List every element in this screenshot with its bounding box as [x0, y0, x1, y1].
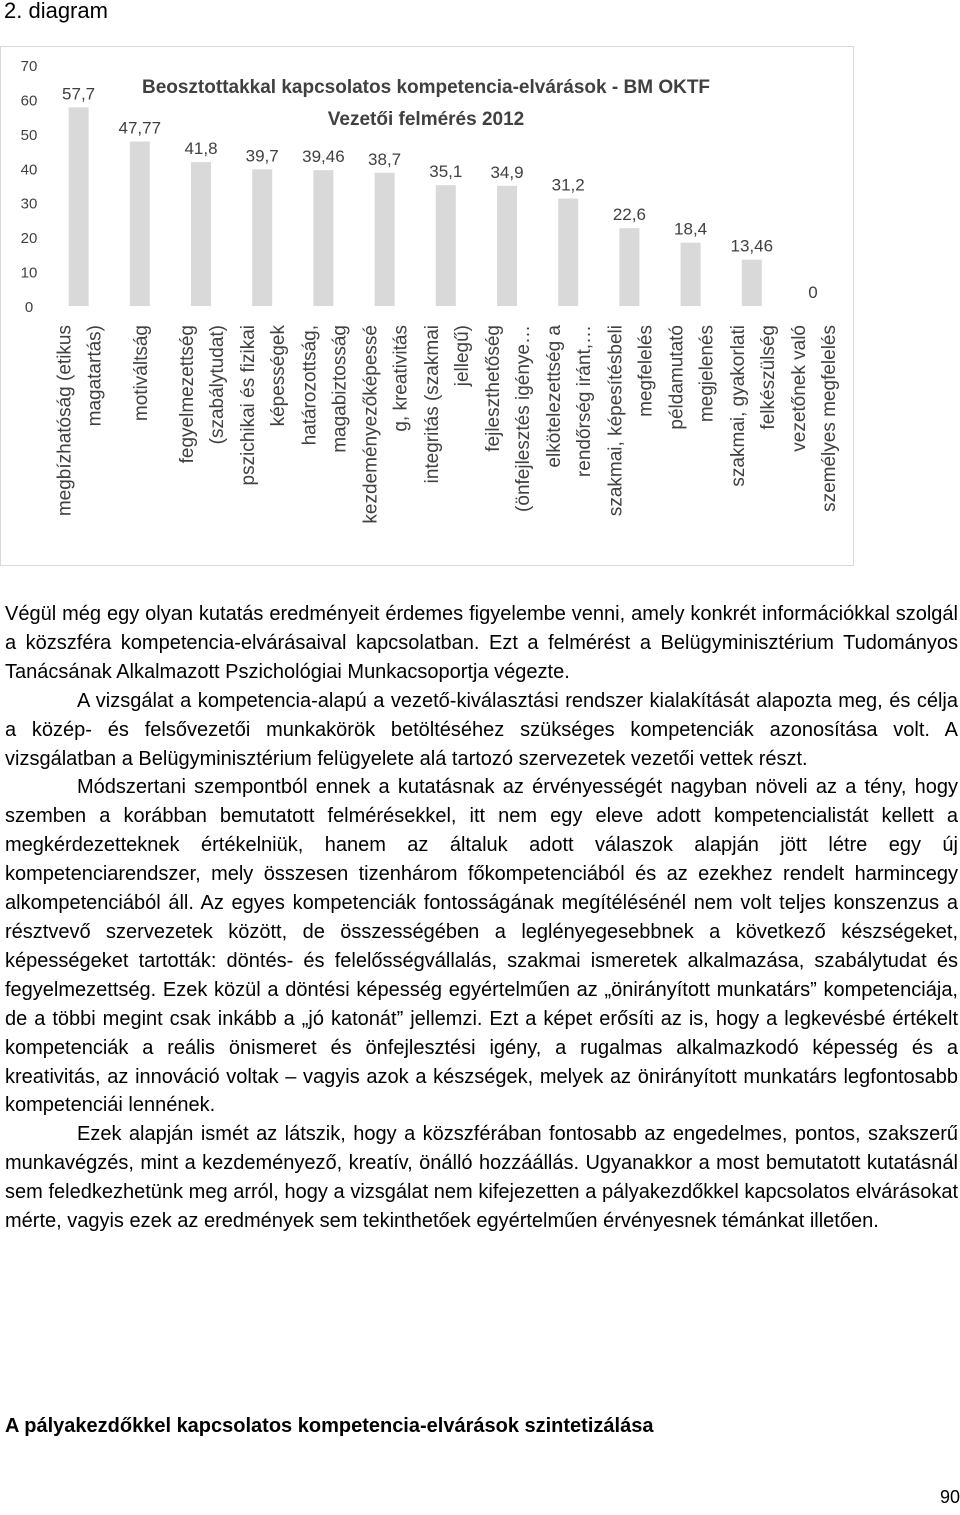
x-tick-label-line: megjelenés — [696, 325, 718, 423]
bar-chart — [0, 46, 854, 566]
x-tick-label-line: határozottság, — [299, 325, 321, 446]
x-tick-label-line: személyes megfelelés — [819, 325, 840, 512]
data-label: 39,46 — [302, 147, 345, 167]
chart-title: Beosztottakkal kapcsolatos kompetencia-elvárások - BM OKTF — [141, 77, 711, 98]
x-tick-label — [483, 325, 534, 512]
paragraph-1: Végül még egy olyan kutatás eredményeit érdemes figyelembe venni, amely konkrét információkkal szolgál a közszféra kompetencia-elvárásaival kapcsolatban. Ezt a felmérést a Belügyminisztérium Tudományos Tanácsának Alkalmazott Pszichológiai Munkacsoportja végezte. — [5, 603, 958, 683]
x-tick-label — [605, 325, 656, 516]
chart-subtitle: Vezetői felmérés 2012 — [327, 109, 525, 130]
x-tick-label-line: felkészülség — [757, 325, 779, 430]
data-label: 35,1 — [429, 162, 463, 182]
x-tick-label-line: elkötelezettség a — [544, 325, 566, 468]
y-tick-label: 20 — [20, 230, 38, 248]
x-tick-label-line: fegyelmezettség — [177, 325, 198, 464]
data-label: 41,8 — [184, 139, 218, 159]
bar — [69, 107, 89, 306]
bar — [497, 186, 517, 306]
x-tick-label — [667, 325, 718, 430]
y-tick-label: 70 — [20, 58, 38, 75]
bar — [742, 260, 762, 306]
x-tick-label-line: magabiztosság — [329, 325, 351, 453]
chart-svg — [1, 47, 853, 565]
bar — [375, 173, 395, 306]
x-tick-label-line: jellegű) — [451, 325, 473, 387]
bar — [681, 243, 701, 306]
category-labels-group — [55, 325, 840, 524]
figure-caption: 2. diagram — [4, 0, 108, 23]
x-tick-label-line: motiváltság — [130, 325, 152, 422]
paragraph-3: Módszertani szempontból ennek a kutatásnak az érvényességét nagyban növeli az a tény, hogy szemben a korábban bemutatott felmérésekkel, itt nem egy eleve adott kompetencialistát kellett a megkérdezetteknek értékelniük, hanem az általuk adott válaszok alapján jött létre egy új kompetenciarendszer, mely összesen tizenhárom főkompetenciából és az ezekhez rendelt harmincegy alkompetenciából áll. Az egyes kompetenciák fontosságának megítélésénél nem volt teljes konszenzus a résztvevő szervezetek között, de összességében a leglényegesebbnek a következő készségeket, képességeket tartották: döntés- és felelősségvállalás, szakmai ismeretek alkalmazása, szabálytudat és fegyelmezettség. Ezek közül a döntési képesség egyértelműen az „önirányított munkatárs” kompetenciája, de a többi megint csak inkább a „jó katonát” jellemzi. Ezt a képet erősíti az is, hogy a legkevésbé értékelt kompetenciák a reális önismeret és önfejlesztési igény, a rugalmas alkalmazkodó képesség és a kreativitás, az innováció voltak – vagyis azok a készségek, melyek az önirányított munkatárs legfontosabb kompetenciái lennének. — [5, 776, 958, 1117]
x-tick-label-line: g, kreativitás — [390, 325, 412, 432]
x-tick-label — [55, 325, 106, 516]
x-tick-label-line: szakmai, gyakorlati — [727, 325, 749, 487]
page-number: 90 — [939, 1487, 960, 1507]
x-tick-label-line: fejleszthetőség — [483, 325, 504, 452]
bar — [191, 162, 211, 306]
x-tick-label — [131, 325, 152, 421]
section-heading: A pályakezdőkkel kapcsolatos kompetencia-elvárások szintetizálása — [5, 1415, 654, 1437]
data-label: 39,7 — [245, 146, 279, 166]
x-tick-label-line: vezetőnek való — [789, 325, 810, 452]
y-tick-label: 30 — [20, 195, 38, 213]
x-tick-label-line: megbízhatóság (etikus — [54, 325, 76, 517]
bar — [558, 199, 578, 306]
y-tick-label: 60 — [20, 92, 38, 110]
data-label: 57,7 — [62, 84, 96, 104]
data-label: 47,77 — [118, 118, 162, 138]
data-label: 38,7 — [368, 149, 402, 169]
x-tick-label — [422, 325, 473, 483]
y-tick-label: 0 — [24, 299, 34, 316]
bar — [130, 142, 150, 306]
bar — [313, 170, 333, 306]
x-tick-label — [361, 325, 412, 524]
x-tick-label-line: képességek — [268, 325, 290, 427]
x-tick-label — [299, 325, 350, 453]
x-tick-label-line: megfelelés — [635, 325, 657, 417]
paragraph-2: A vizsgálat a kompetencia-alapú a vezető-kiválasztási rendszer kialakítását alapozta meg, és célja a közép- és felsővezetői munkakörök betöltéséhez szükséges kompetenciák azonosítása volt. A vizsgálatban a Belügyminisztérium felügyelete alá tartozó szervezetek vezetői vettek részt. — [5, 689, 958, 770]
x-tick-label-line: rendőrség iránt,… — [574, 325, 596, 478]
y-axis — [21, 58, 38, 316]
x-tick-label-line: kezdeményezőképessé — [360, 325, 382, 524]
x-tick-label-line: példamutató — [666, 325, 688, 430]
x-tick-label-line: szakmai, képesítésbeli — [605, 325, 627, 517]
x-tick-label — [238, 325, 289, 486]
bars-group — [69, 107, 762, 306]
paragraph-4: Ezek alapján ismét az látszik, hogy a közszférában fontosabb az engedelmes, pontos, szakszerű munkavégzés, mint a kezdeményező, kreatív, önálló hozzáállás. Ugyanakkor a most bemutatott kutatásnál sem feledkezhetünk meg arról, hogy a vizsgálat nem kifejezetten a pályakezdőkkel kapcsolatos elvárásokat mérte, vagyis ezek az eredmények sem tekinthetőek egyértelműen érvényesnek témánkat illetően. — [5, 1123, 958, 1233]
data-label: 0 — [808, 283, 818, 302]
y-tick-label: 40 — [20, 161, 38, 179]
data-label: 18,4 — [674, 219, 708, 239]
x-tick-label-line: magatartás) — [84, 325, 106, 427]
y-tick-label: 10 — [20, 264, 38, 282]
bar — [619, 228, 639, 306]
data-label: 34,9 — [490, 162, 524, 182]
bar — [252, 169, 272, 306]
x-tick-label-line: integritás (szakmai — [421, 325, 443, 484]
x-tick-label — [728, 325, 779, 487]
x-tick-label — [789, 325, 840, 512]
x-tick-label-line: (szabálytudat) — [207, 325, 228, 445]
y-tick-label: 50 — [20, 126, 38, 144]
bar — [436, 185, 456, 306]
data-label: 31,2 — [551, 175, 585, 195]
x-tick-label — [177, 325, 228, 463]
body-text — [5, 600, 958, 1236]
x-tick-label-line: (önfejlesztés igénye… — [513, 325, 534, 512]
data-label: 13,46 — [730, 236, 774, 256]
x-tick-label — [544, 325, 595, 478]
data-label: 22,6 — [612, 205, 646, 225]
x-tick-label-line: pszichikai és fizikai — [238, 325, 260, 486]
